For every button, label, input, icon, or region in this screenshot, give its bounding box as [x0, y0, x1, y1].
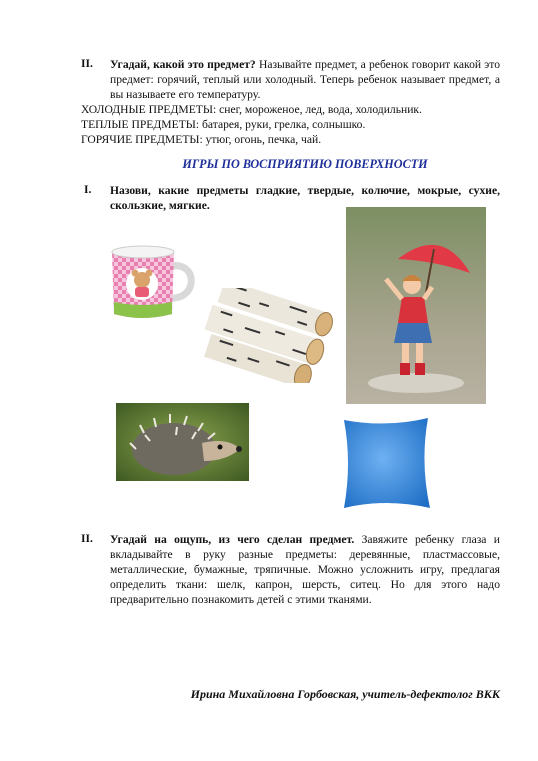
- section3-number: II.: [81, 532, 93, 545]
- section1-number: II.: [81, 57, 93, 70]
- birch-logs-image: [200, 288, 340, 383]
- section1-title: Угадай, какой это предмет?: [110, 58, 256, 71]
- section2-title: Назови, какие предметы гладкие, твердые, колючие, мокрые, сухие, скользкие, мягкие.: [110, 184, 500, 212]
- girl-rain-image: [346, 207, 486, 404]
- section3-title: Угадай на ощупь, из чего сделан предмет.: [110, 533, 355, 546]
- section3-text: Завяжите ребенку глаза и вкладывайте в руку разные предметы: деревянные, пластмассовые, металлические, бумажные, тряпичные. Можно усложнить игру, предлагая определить ткани: шелк, капрон, шерсть, ситец. Но для этого надо предварительно познакомить детей с этими тканями.: [110, 533, 500, 606]
- section-heading: ИГРЫ ПО ВОСПРИЯТИЮ ПОВЕРХНОСТИ: [182, 157, 428, 171]
- hedgehog-image: [116, 403, 249, 481]
- section1-paragraph: [110, 57, 500, 102]
- section2-number: I.: [84, 183, 92, 196]
- author-signature: Ирина Михайловна Горбовская, учитель-дефектолог ВКК: [190, 687, 500, 701]
- section3-paragraph: [110, 532, 500, 607]
- warm-items-line: ТЕПЛЫЕ ПРЕДМЕТЫ: батарея, руки, грелка, солнышко.: [81, 118, 366, 131]
- pillow-image: [340, 414, 432, 512]
- cold-items-line: ХОЛОДНЫЕ ПРЕДМЕТЫ: снег, мороженое, лед, вода, холодильник.: [81, 103, 422, 116]
- section1-text: Называйте предмет, а ребенок говорит какой это предмет: горячий, теплый или холодный. Теперь ребенок называет предмет, а вы называете его температуру.: [110, 58, 500, 101]
- mug-image: [106, 242, 198, 322]
- hot-items-line: ГОРЯЧИЕ ПРЕДМЕТЫ: утюг, огонь, печка, чай.: [81, 133, 322, 146]
